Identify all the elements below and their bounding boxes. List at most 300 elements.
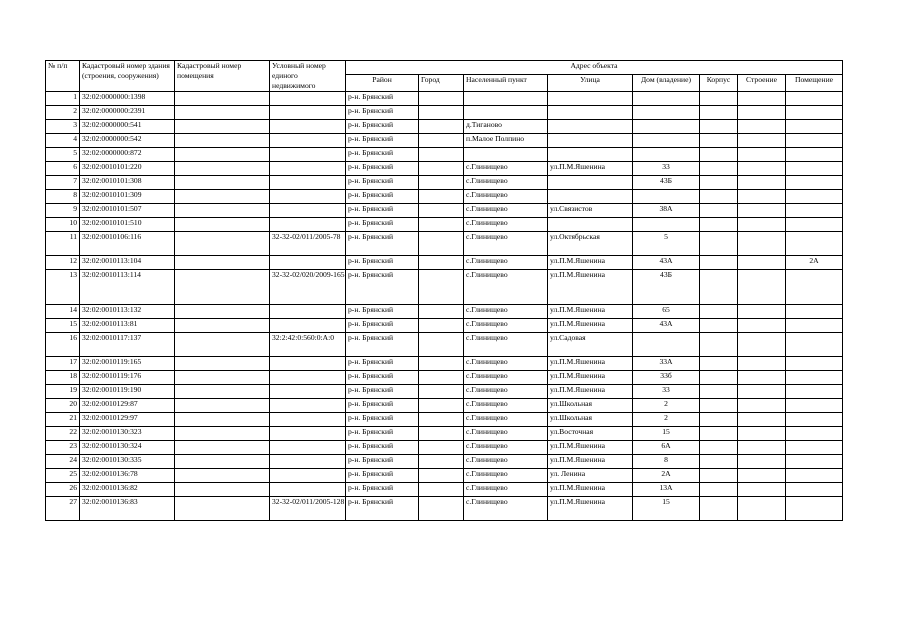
cell-building <box>738 270 786 305</box>
cell-num: 10 <box>46 218 80 232</box>
cell-num: 6 <box>46 162 80 176</box>
cell-room <box>786 190 843 204</box>
cell-street <box>548 92 633 106</box>
cell-room <box>786 106 843 120</box>
cell-settlement: с.Глинищево <box>464 305 548 319</box>
cell-block <box>700 333 738 357</box>
cell-street: ул.П.М.Яшенина <box>548 483 633 497</box>
cell-house: 38А <box>633 204 700 218</box>
cell-house: 15 <box>633 497 700 521</box>
header-settlement: Населенный пункт <box>464 75 548 92</box>
cell-building <box>738 497 786 521</box>
cell-house: 2 <box>633 399 700 413</box>
cell-cond-number <box>270 469 346 483</box>
cell-cad-building: 32:02:0010101:308 <box>80 176 175 190</box>
cell-num: 7 <box>46 176 80 190</box>
cell-settlement: с.Глинищево <box>464 483 548 497</box>
cell-cond-number <box>270 92 346 106</box>
cell-building <box>738 319 786 333</box>
cell-settlement: с.Глинищево <box>464 270 548 305</box>
cell-street: ул.П.М.Яшенина <box>548 319 633 333</box>
cell-house <box>633 218 700 232</box>
cell-house <box>633 106 700 120</box>
cell-settlement: с.Глинищево <box>464 232 548 256</box>
cell-city <box>419 441 464 455</box>
cell-city <box>419 256 464 270</box>
cell-city <box>419 176 464 190</box>
cell-street: ул.П.М.Яшенина <box>548 455 633 469</box>
cell-building <box>738 232 786 256</box>
cell-cad-room <box>175 204 270 218</box>
cell-district: р-н. Брянский <box>346 357 419 371</box>
cell-street: ул.П.М.Яшенина <box>548 371 633 385</box>
cell-num: 23 <box>46 441 80 455</box>
cell-cad-room <box>175 190 270 204</box>
header-address-group: Адрес объекта <box>346 61 843 75</box>
cell-district: р-н. Брянский <box>346 497 419 521</box>
cell-street: ул. Ленина <box>548 469 633 483</box>
header-cad-building: Кадастровый номер здания (строения, сооружения) <box>80 61 175 92</box>
cell-settlement: с.Глинищево <box>464 371 548 385</box>
cell-district: р-н. Брянский <box>346 256 419 270</box>
cell-cad-building: 32:02:0010119:190 <box>80 385 175 399</box>
cell-house: 33б <box>633 371 700 385</box>
cell-block <box>700 92 738 106</box>
cell-building <box>738 455 786 469</box>
cell-cond-number <box>270 256 346 270</box>
cell-block <box>700 218 738 232</box>
cell-room <box>786 232 843 256</box>
cell-room <box>786 413 843 427</box>
cell-cond-number <box>270 218 346 232</box>
cell-district: р-н. Брянский <box>346 218 419 232</box>
cell-settlement: с.Глинищево <box>464 497 548 521</box>
cell-cond-number: 32:2:42:0:560:0:А:0 <box>270 333 346 357</box>
cell-cad-room <box>175 413 270 427</box>
cell-cond-number <box>270 371 346 385</box>
cell-room <box>786 333 843 357</box>
cell-cad-building: 32:02:0010113:104 <box>80 256 175 270</box>
cell-num: 11 <box>46 232 80 256</box>
cell-room <box>786 497 843 521</box>
cell-room <box>786 120 843 134</box>
cell-block <box>700 256 738 270</box>
table-row <box>46 204 843 218</box>
table-row <box>46 357 843 371</box>
cell-city <box>419 371 464 385</box>
cell-building <box>738 106 786 120</box>
cell-district: р-н. Брянский <box>346 371 419 385</box>
cell-num: 12 <box>46 256 80 270</box>
header-num: № п/п <box>46 61 80 92</box>
cell-num: 5 <box>46 148 80 162</box>
cell-num: 20 <box>46 399 80 413</box>
cell-cad-building: 32:02:0010119:176 <box>80 371 175 385</box>
cell-street: ул.Школьная <box>548 413 633 427</box>
cell-cad-building: 32:02:0010129:87 <box>80 399 175 413</box>
header-house: Дом (владение) <box>633 75 700 92</box>
cell-num: 3 <box>46 120 80 134</box>
table-row <box>46 232 843 256</box>
cell-street <box>548 218 633 232</box>
cell-num: 26 <box>46 483 80 497</box>
cell-district: р-н. Брянский <box>346 148 419 162</box>
cell-city <box>419 469 464 483</box>
cell-cad-building: 32:02:0010119:165 <box>80 357 175 371</box>
header-district: Район <box>346 75 419 92</box>
cell-cond-number <box>270 427 346 441</box>
cell-num: 2 <box>46 106 80 120</box>
cell-block <box>700 120 738 134</box>
table-header-row <box>46 61 843 75</box>
cell-cad-room <box>175 497 270 521</box>
cell-building <box>738 204 786 218</box>
cell-settlement: с.Глинищево <box>464 190 548 204</box>
cell-cad-room <box>175 441 270 455</box>
table-row <box>46 455 843 469</box>
table-row <box>46 371 843 385</box>
cell-district: р-н. Брянский <box>346 483 419 497</box>
registry-table <box>45 60 843 521</box>
cell-block <box>700 413 738 427</box>
cell-district: р-н. Брянский <box>346 333 419 357</box>
cell-cad-building: 32:02:0010106:116 <box>80 232 175 256</box>
cell-cad-building: 32:02:0010101:507 <box>80 204 175 218</box>
cell-cad-building: 32:02:0000000:541 <box>80 120 175 134</box>
cell-cad-room <box>175 148 270 162</box>
cell-settlement: с.Глинищево <box>464 385 548 399</box>
cell-cad-room <box>175 256 270 270</box>
cell-cad-building: 32:02:0010130:335 <box>80 455 175 469</box>
cell-city <box>419 190 464 204</box>
cell-cond-number <box>270 413 346 427</box>
cell-cad-building: 32:02:0010129:97 <box>80 413 175 427</box>
table-row <box>46 385 843 399</box>
cell-cond-number <box>270 385 346 399</box>
cell-house <box>633 120 700 134</box>
table-row <box>46 134 843 148</box>
cell-street <box>548 148 633 162</box>
cell-block <box>700 497 738 521</box>
cell-settlement: с.Глинищево <box>464 162 548 176</box>
cell-house: 33 <box>633 162 700 176</box>
cell-city <box>419 357 464 371</box>
table-row <box>46 469 843 483</box>
cell-city <box>419 427 464 441</box>
cell-city <box>419 385 464 399</box>
cell-district: р-н. Брянский <box>346 413 419 427</box>
cell-cad-room <box>175 92 270 106</box>
cell-street <box>548 190 633 204</box>
cell-building <box>738 218 786 232</box>
cell-city <box>419 333 464 357</box>
cell-street: ул.П.М.Яшенина <box>548 357 633 371</box>
cell-building <box>738 399 786 413</box>
cell-cad-building: 32:02:0010113:114 <box>80 270 175 305</box>
cell-cad-room <box>175 270 270 305</box>
cell-room <box>786 385 843 399</box>
cell-district: р-н. Брянский <box>346 162 419 176</box>
cell-cad-building: 32:02:0010136:83 <box>80 497 175 521</box>
cell-cad-room <box>175 176 270 190</box>
cell-block <box>700 357 738 371</box>
cell-street: ул.П.М.Яшенина <box>548 441 633 455</box>
registry-sheet <box>45 60 843 521</box>
cell-settlement: с.Глинищево <box>464 357 548 371</box>
cell-num: 13 <box>46 270 80 305</box>
cell-street: ул.П.М.Яшенина <box>548 305 633 319</box>
cell-cond-number <box>270 148 346 162</box>
cell-cond-number <box>270 455 346 469</box>
cell-cad-room <box>175 399 270 413</box>
cell-city <box>419 106 464 120</box>
table-row <box>46 305 843 319</box>
cell-cad-room <box>175 371 270 385</box>
cell-room: 2А <box>786 256 843 270</box>
table-row <box>46 120 843 134</box>
cell-building <box>738 441 786 455</box>
cell-cad-room <box>175 385 270 399</box>
cell-settlement: с.Глинищево <box>464 441 548 455</box>
cell-district: р-н. Брянский <box>346 427 419 441</box>
cell-room <box>786 371 843 385</box>
cell-street: ул.П.М.Яшенина <box>548 270 633 305</box>
cell-block <box>700 385 738 399</box>
cell-house <box>633 333 700 357</box>
table-row <box>46 92 843 106</box>
cell-cad-building: 32:02:0000000:1398 <box>80 92 175 106</box>
cell-cad-building: 32:02:0000000:872 <box>80 148 175 162</box>
cell-house: 6А <box>633 441 700 455</box>
cell-house: 15 <box>633 427 700 441</box>
table-row <box>46 399 843 413</box>
table-row <box>46 106 843 120</box>
cell-num: 4 <box>46 134 80 148</box>
table-body <box>46 92 843 521</box>
cell-room <box>786 305 843 319</box>
cell-building <box>738 469 786 483</box>
cell-cond-number <box>270 319 346 333</box>
cell-block <box>700 232 738 256</box>
cell-city <box>419 305 464 319</box>
cell-cond-number <box>270 176 346 190</box>
cell-cad-room <box>175 483 270 497</box>
cell-block <box>700 483 738 497</box>
cell-settlement: с.Глинищево <box>464 204 548 218</box>
cell-house: 2 <box>633 413 700 427</box>
cell-settlement: с.Глинищево <box>464 319 548 333</box>
cell-city <box>419 148 464 162</box>
cell-cond-number <box>270 483 346 497</box>
cell-settlement: с.Глинищево <box>464 469 548 483</box>
cell-cond-number <box>270 190 346 204</box>
cell-settlement <box>464 148 548 162</box>
cell-block <box>700 134 738 148</box>
cell-cond-number <box>270 305 346 319</box>
table-row <box>46 190 843 204</box>
cell-block <box>700 469 738 483</box>
header-cad-room: Кадастровый номер помещения <box>175 61 270 92</box>
cell-settlement: с.Глинищево <box>464 413 548 427</box>
cell-cad-room <box>175 120 270 134</box>
cell-cad-building: 32:02:0010136:78 <box>80 469 175 483</box>
cell-room <box>786 204 843 218</box>
cell-district: р-н. Брянский <box>346 92 419 106</box>
cell-block <box>700 204 738 218</box>
cell-building <box>738 427 786 441</box>
header-building: Строение <box>738 75 786 92</box>
header-room: Помещение <box>786 75 843 92</box>
cell-cond-number <box>270 162 346 176</box>
cell-building <box>738 333 786 357</box>
cell-room <box>786 455 843 469</box>
cell-block <box>700 148 738 162</box>
table-row <box>46 441 843 455</box>
header-street: Улица <box>548 75 633 92</box>
cell-street <box>548 106 633 120</box>
cell-building <box>738 120 786 134</box>
cell-cad-room <box>175 357 270 371</box>
cell-building <box>738 190 786 204</box>
cell-district: р-н. Брянский <box>346 469 419 483</box>
cell-house <box>633 92 700 106</box>
cell-block <box>700 176 738 190</box>
cell-district: р-н. Брянский <box>346 385 419 399</box>
header-cond-number: Условный номер единого недвижимого <box>270 61 346 92</box>
cell-block <box>700 399 738 413</box>
cell-building <box>738 371 786 385</box>
cell-room <box>786 176 843 190</box>
cell-num: 16 <box>46 333 80 357</box>
cell-street: ул.П.М.Яшенина <box>548 256 633 270</box>
table-row <box>46 148 843 162</box>
cell-house: 8 <box>633 455 700 469</box>
cell-room <box>786 270 843 305</box>
cell-cond-number <box>270 204 346 218</box>
table-row <box>46 270 843 305</box>
cell-district: р-н. Брянский <box>346 270 419 305</box>
cell-district: р-н. Брянский <box>346 176 419 190</box>
cell-num: 18 <box>46 371 80 385</box>
cell-building <box>738 385 786 399</box>
cell-room <box>786 92 843 106</box>
cell-num: 25 <box>46 469 80 483</box>
cell-cad-room <box>175 427 270 441</box>
cell-cad-building: 32:02:0010113:81 <box>80 319 175 333</box>
cell-block <box>700 106 738 120</box>
cell-cad-room <box>175 134 270 148</box>
cell-house: 43А <box>633 319 700 333</box>
cell-cad-building: 32:02:0010101:510 <box>80 218 175 232</box>
cell-cond-number <box>270 441 346 455</box>
cell-block <box>700 270 738 305</box>
cell-street: ул.П.М.Яшенина <box>548 162 633 176</box>
cell-house: 33А <box>633 357 700 371</box>
table-row <box>46 218 843 232</box>
cell-cad-building: 32:02:0010101:309 <box>80 190 175 204</box>
cell-building <box>738 176 786 190</box>
cell-district: р-н. Брянский <box>346 319 419 333</box>
cell-district: р-н. Брянский <box>346 120 419 134</box>
cell-cond-number: 32-32-02/020/2009-165 <box>270 270 346 305</box>
cell-building <box>738 483 786 497</box>
cell-city <box>419 232 464 256</box>
cell-cad-room <box>175 162 270 176</box>
cell-settlement: с.Глинищево <box>464 427 548 441</box>
cell-num: 17 <box>46 357 80 371</box>
cell-street: ул.Восточная <box>548 427 633 441</box>
cell-block <box>700 371 738 385</box>
cell-street <box>548 120 633 134</box>
table-row <box>46 483 843 497</box>
cell-block <box>700 427 738 441</box>
table-row <box>46 333 843 357</box>
cell-settlement: с.Глинищево <box>464 399 548 413</box>
cell-cad-building: 32:02:0010136:82 <box>80 483 175 497</box>
cell-building <box>738 357 786 371</box>
table-row <box>46 256 843 270</box>
cell-room <box>786 441 843 455</box>
cell-cond-number <box>270 134 346 148</box>
cell-house <box>633 134 700 148</box>
cell-block <box>700 441 738 455</box>
cell-block <box>700 190 738 204</box>
cell-settlement: с.Глинищево <box>464 218 548 232</box>
cell-city <box>419 134 464 148</box>
table-row <box>46 497 843 521</box>
cell-house: 33 <box>633 385 700 399</box>
cell-house <box>633 190 700 204</box>
table-row <box>46 319 843 333</box>
cell-cad-building: 32:02:0010113:132 <box>80 305 175 319</box>
cell-house <box>633 148 700 162</box>
cell-city <box>419 413 464 427</box>
cell-cond-number <box>270 357 346 371</box>
cell-cond-number: 32-32-02/011/2005-78 <box>270 232 346 256</box>
cell-num: 27 <box>46 497 80 521</box>
cell-building <box>738 413 786 427</box>
cell-settlement: с.Глинищево <box>464 333 548 357</box>
cell-city <box>419 497 464 521</box>
cell-num: 24 <box>46 455 80 469</box>
cell-cad-room <box>175 106 270 120</box>
cell-block <box>700 305 738 319</box>
cell-city <box>419 455 464 469</box>
cell-settlement: с.Глинищево <box>464 256 548 270</box>
cell-room <box>786 469 843 483</box>
cell-city <box>419 162 464 176</box>
cell-district: р-н. Брянский <box>346 204 419 218</box>
cell-city <box>419 483 464 497</box>
cell-district: р-н. Брянский <box>346 455 419 469</box>
cell-building <box>738 148 786 162</box>
cell-district: р-н. Брянский <box>346 134 419 148</box>
cell-building <box>738 256 786 270</box>
cell-house: 2А <box>633 469 700 483</box>
cell-cad-room <box>175 333 270 357</box>
cell-cad-room <box>175 305 270 319</box>
cell-cad-building: 32:02:0000000:542 <box>80 134 175 148</box>
cell-house: 43Б <box>633 270 700 305</box>
cell-street: ул.Связистов <box>548 204 633 218</box>
cell-city <box>419 218 464 232</box>
cell-num: 14 <box>46 305 80 319</box>
cell-settlement: с.Глинищево <box>464 455 548 469</box>
cell-street <box>548 176 633 190</box>
cell-city <box>419 204 464 218</box>
cell-room <box>786 218 843 232</box>
cell-house: 13А <box>633 483 700 497</box>
